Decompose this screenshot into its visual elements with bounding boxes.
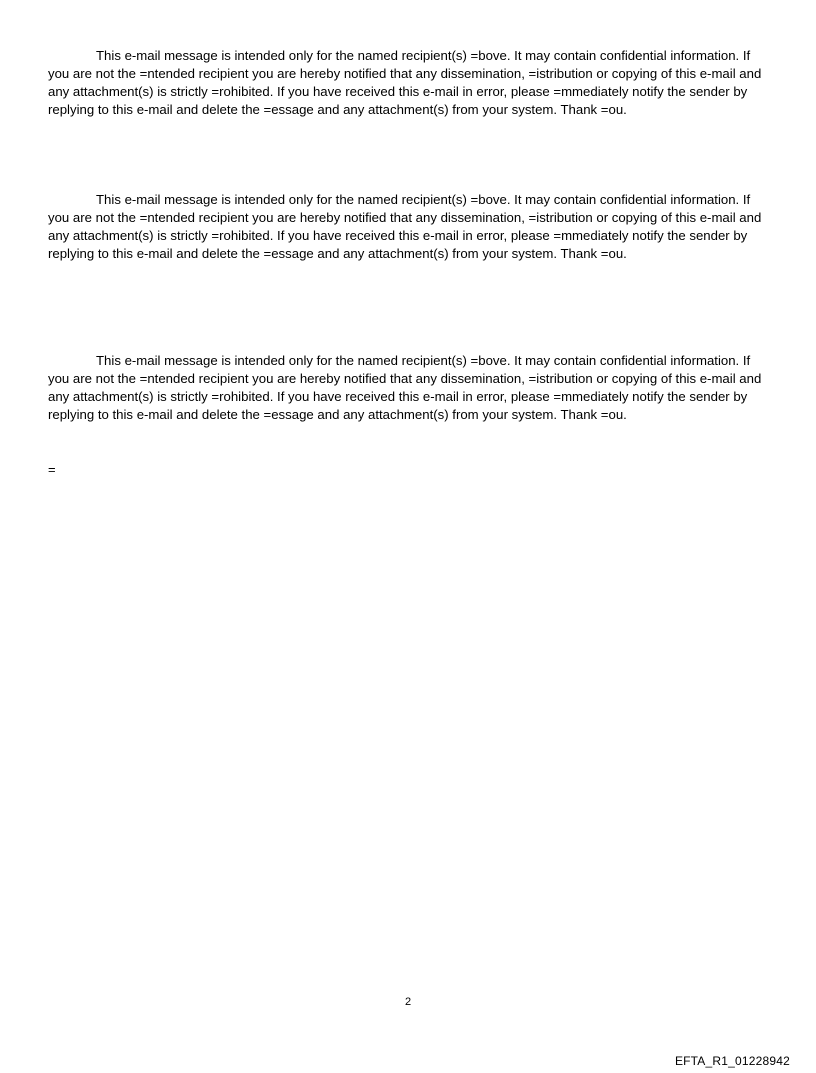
trailing-equals-mark: = [48,462,56,477]
page-number: 2 [404,996,412,1008]
disclaimer-paragraph-3: This e-mail message is intended only for the named recipient(s) =bove. It may contain confidential information. If you are not the =ntended recipient you are hereby notified that any dissemination, =istribution or copying of this e-mail and any attachment(s) is strictly =rohibited. If you have received this e-mail in error, please =mmediately notify the sender by replying to this e-mail and delete the =essage and any attachment(s) from your system. Thank =ou. [48,353,762,422]
disclaimer-paragraph-1: This e-mail message is intended only for the named recipient(s) =bove. It may contain confidential information. If you are not the =ntended recipient you are hereby notified that any dissemination, =istribution or copying of this e-mail and any attachment(s) is strictly =rohibited. If you have received this e-mail in error, please =mmediately notify the sender by replying to this e-mail and delete the =essage and any attachment(s) from your system. Thank =ou. [48,48,762,117]
document-id-stamp: EFTA_R1_01228942 [674,1054,790,1068]
disclaimer-paragraph-2: This e-mail message is intended only for the named recipient(s) =bove. It may contain confidential information. If you are not the =ntended recipient you are hereby notified that any dissemination, =istribution or copying of this e-mail and any attachment(s) is strictly =rohibited. If you have received this e-mail in error, please =mmediately notify the sender by replying to this e-mail and delete the =essage and any attachment(s) from your system. Thank =ou. [48,192,762,261]
